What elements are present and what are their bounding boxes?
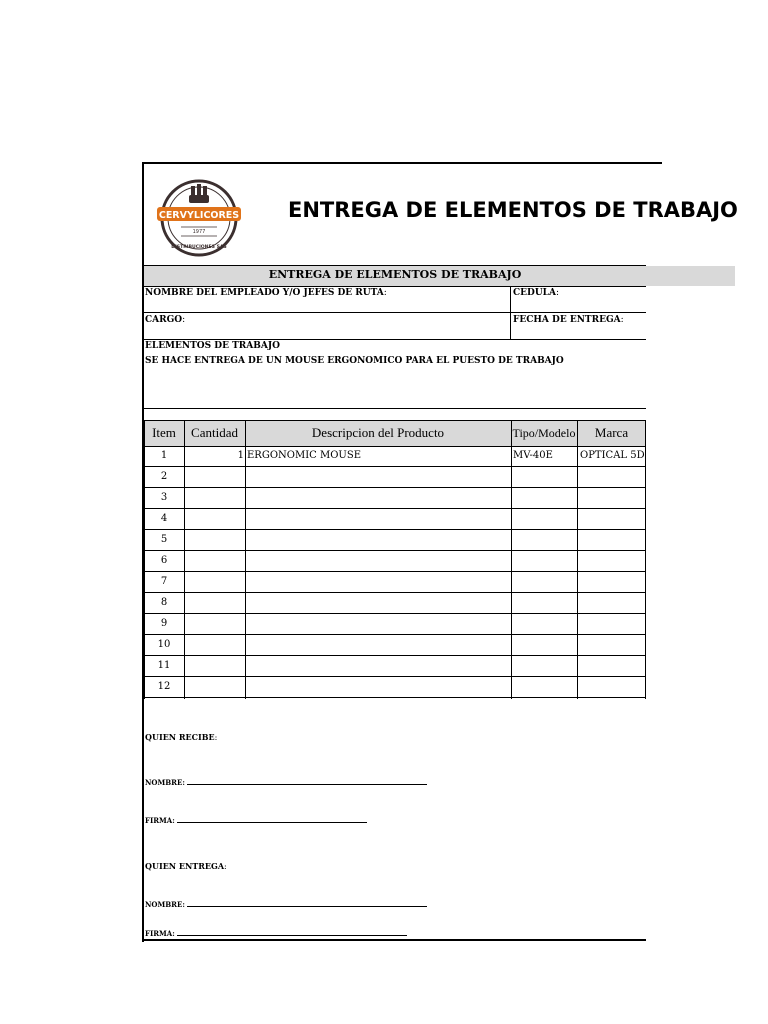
- table-row: [144, 467, 646, 488]
- table-row: [144, 551, 646, 572]
- table-row: [144, 572, 646, 593]
- divider: [142, 408, 646, 409]
- entrega-nombre-field[interactable]: [145, 900, 427, 909]
- sheet-bottom-border: [142, 939, 646, 941]
- sheet-top-border: [142, 162, 662, 164]
- grid-line: [144, 697, 646, 698]
- nombre-label: NOMBRE:: [145, 778, 185, 787]
- grid-line: [144, 420, 646, 421]
- cell-descripcion: ERGONOMIC MOUSE: [247, 450, 361, 461]
- cell-cantidad: 1: [237, 450, 244, 461]
- cell-item: 1: [160, 450, 168, 461]
- cargo-label: CARGO:: [145, 315, 186, 325]
- header-tipo-modelo: Tipo/Modelo: [512, 426, 576, 440]
- table-row: [144, 446, 646, 467]
- cell-item: 9: [160, 618, 168, 629]
- divider: [142, 339, 646, 340]
- table-row: [144, 614, 646, 635]
- cell-modelo: MV-40E: [513, 450, 553, 461]
- logo-subtitle: DISTRIBUCIONES SAS: [171, 245, 227, 250]
- header-item: Item: [152, 425, 176, 440]
- quien-recibe-label: QUIEN RECIBE:: [145, 732, 218, 742]
- company-logo: [155, 178, 243, 258]
- cedula-label: CEDULA:: [513, 288, 560, 298]
- cell-item: 6: [160, 555, 168, 566]
- table-row: [144, 593, 646, 614]
- divider: [142, 265, 646, 266]
- table-row: [144, 488, 646, 509]
- cell-item: 10: [157, 639, 171, 650]
- grid-line: [144, 420, 145, 699]
- table-row: [144, 509, 646, 530]
- divider: [142, 286, 646, 287]
- cell-item: 3: [160, 492, 168, 503]
- grid-line: [577, 420, 578, 699]
- cell-item: 4: [160, 513, 168, 524]
- divider: [510, 286, 511, 340]
- recibe-nombre-field[interactable]: [145, 778, 427, 787]
- nombre-label: NOMBRE:: [145, 900, 185, 909]
- cell-marca: OPTICAL 5D: [580, 450, 645, 461]
- grid-line: [184, 420, 185, 699]
- logo-year: 1977: [192, 229, 206, 235]
- entrega-firma-field[interactable]: [145, 929, 407, 938]
- cell-item: 5: [160, 534, 168, 545]
- divider: [142, 312, 646, 313]
- header-cantidad: Cantidad: [191, 425, 238, 440]
- cell-item: 11: [157, 660, 171, 671]
- grid-line: [245, 420, 246, 699]
- fecha-entrega-label: FECHA DE ENTREGA:: [513, 315, 624, 325]
- grid-line: [144, 446, 646, 447]
- table-row: [144, 530, 646, 551]
- logo-name: CERVYLICORES: [158, 210, 240, 221]
- header-marca: Marca: [594, 425, 629, 440]
- section-header: ENTREGA DE ELEMENTOS DE TRABAJO: [268, 268, 522, 281]
- items-table: [144, 420, 646, 699]
- cell-item: 7: [160, 576, 168, 587]
- quien-entrega-label: QUIEN ENTREGA:: [145, 861, 227, 871]
- cell-item: 2: [160, 471, 168, 482]
- firma-label: FIRMA:: [145, 816, 175, 825]
- table-row: [144, 635, 646, 656]
- table-row: [144, 656, 646, 677]
- recibe-firma-field[interactable]: [145, 816, 367, 825]
- header-descripcion: Descripcion del Producto: [311, 425, 445, 440]
- elementos-label: ELEMENTOS DE TRABAJO: [145, 341, 280, 351]
- firma-label: FIRMA:: [145, 929, 175, 938]
- table-row: [144, 677, 646, 698]
- cell-item: 12: [157, 681, 171, 692]
- page-title: ENTREGA DE ELEMENTOS DE TRABAJO: [288, 198, 738, 222]
- cell-item: 8: [160, 597, 168, 608]
- grid-line: [511, 420, 512, 699]
- grid-line: [645, 420, 646, 699]
- employee-name-label: NOMBRE DEL EMPLEADO Y/O JEFES DE RUTA:: [145, 288, 387, 298]
- elementos-description: SE HACE ENTREGA DE UN MOUSE ERGONOMICO PARA EL PUESTO DE TRABAJO: [145, 356, 564, 366]
